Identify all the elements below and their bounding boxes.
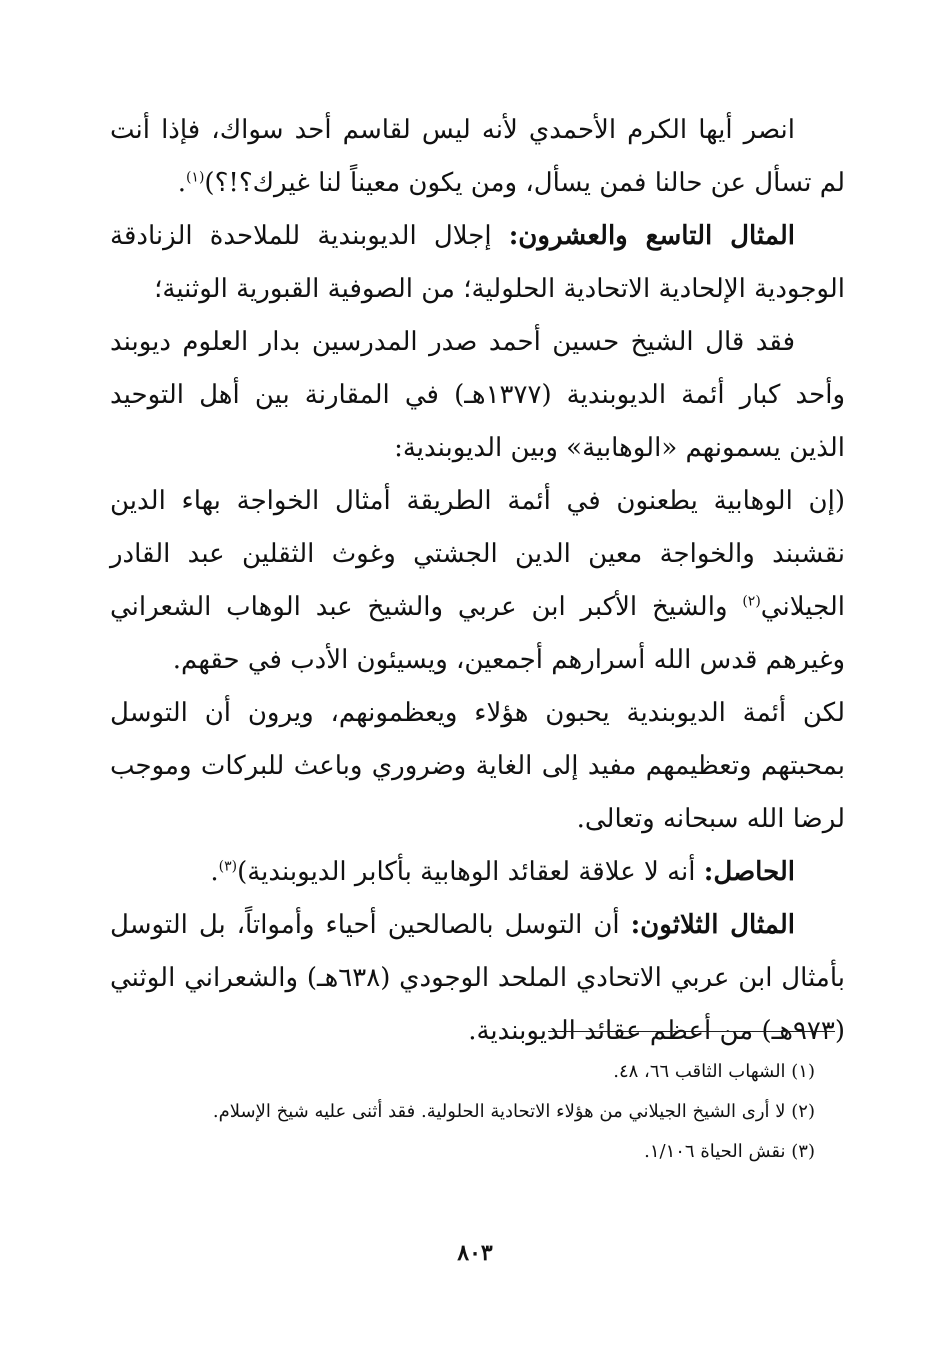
paragraph-1 [110, 104, 845, 210]
paragraph-1-tail: . [177, 168, 186, 198]
paragraph-5-text: لكن أئمة الديوبندية يحبون هؤلاء ويعظمونهم، ويرون أن التوسل بمحبتهم وتعظيمهم مفيد إلى الغاية وضروري وباعث للبركات وموجب لرضا الله سبحانه وتعالى. [110, 698, 845, 834]
page-number: ٨٠٣ [457, 1240, 493, 1266]
footnote-2: (٢) لا أرى الشيخ الجيلاني من هؤلاء الاتحادية الحلولية. فقد أثنى عليه شيخ الإسلام. [212, 1101, 815, 1122]
paragraph-1-text: انصر أيها الكرم الأحمدي لأنه ليس لقاسم أحد سواك، فإذا أنت لم تسأل عن حالنا فمن يسأل، ومن يكون معيناً لنا غيرك؟!؟) [110, 115, 845, 198]
example-30-heading: المثال الثلاثون: [630, 910, 795, 940]
example-29-heading: المثال التاسع والعشرون: [508, 221, 795, 251]
paragraph-3-text: فقد قال الشيخ حسين أحمد صدر المدرسين بدار العلوم ديوبند وأحد كبار أئمة الديوبندية (١٣٧٧هـ) في المقارنة بين أهل التوحيد الذين يسمونهم «الوهابية» وبين الديوبندية: [110, 327, 845, 463]
main-text [110, 104, 845, 1058]
paragraph-6-tail: . [210, 857, 219, 887]
conclusion-heading: الحاصل: [703, 857, 795, 887]
paragraph-6 [110, 846, 845, 899]
paragraph-4-text: (إن الوهابية يطعنون في أئمة الطريقة أمثال الخواجة بهاء الدين نقشبند والخواجة معين الدين الجشتي وغوث الثقلين عبد القادر الجيلاني [110, 486, 845, 622]
footnote-1: (١) الشهاب الثاقب ٦٦، ٤٨. [613, 1061, 815, 1082]
footnote-3: (٣) نقش الحياة ١/١٠٦. [644, 1141, 815, 1162]
paragraph-4 [110, 475, 845, 687]
footnote-ref-2: (٢) [742, 593, 761, 610]
footnote-divider [548, 1031, 835, 1032]
paragraph-7-text: أن التوسل بالصالحين أحياء وأمواتاً، بل التوسل بأمثال ابن عربي الاتحادي الملحد الوجودي (٦٣٨هـ) والشعراني الوثني (٩٧٣هـ) من أعظم عقائد الديوبندية. [110, 910, 845, 1046]
footnotes [110, 1052, 845, 1172]
paragraph-4-tail: والشيخ الأكبر ابن عربي والشيخ عبد الوهاب الشعراني وغيرهم قدس الله أسرارهم أجمعين، ويسيئون الأدب في حقهم. [110, 592, 845, 675]
footnote-ref-3: (٣) [218, 858, 238, 875]
paragraph-2-text: إجلال الديوبندية للملاحدة الزنادقة الوجودية الإلحادية الاتحادية الحلولية؛ من الصوفية القبورية الوثنية؛ [110, 221, 845, 304]
paragraph-2 [110, 210, 845, 316]
paragraph-7 [110, 899, 845, 1058]
paragraph-6-text: أنه لا علاقة لعقائد الوهابية بأكابر الديوبندية) [237, 857, 704, 887]
paragraph-3 [110, 316, 845, 475]
paragraph-5 [110, 687, 845, 846]
footnote-ref-1: (١) [185, 169, 205, 186]
